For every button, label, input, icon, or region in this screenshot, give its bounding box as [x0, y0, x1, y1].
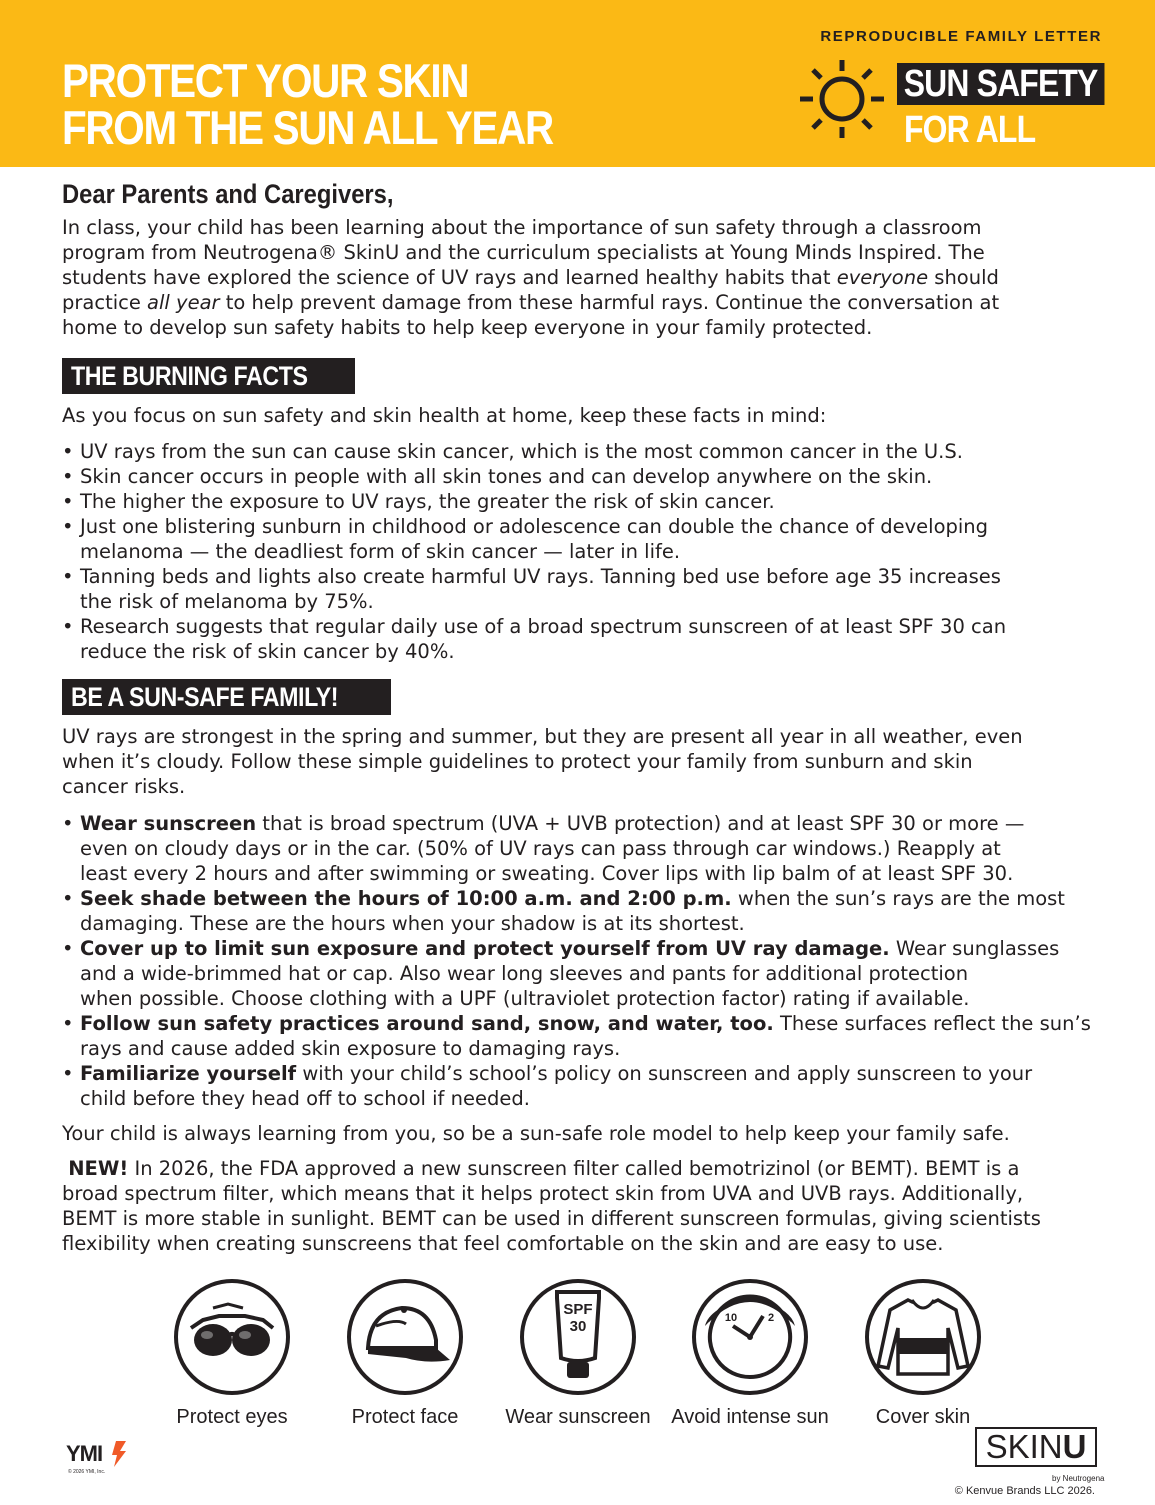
- intro-line: In class, your child has been learning about the importance of sun safety through a classroom: [62, 216, 982, 239]
- sunglasses-icon: [173, 1278, 291, 1396]
- cap-icon: [346, 1278, 464, 1396]
- list-item-first-line: [80, 1011, 1102, 1036]
- tube-text-30: 30: [569, 1318, 587, 1335]
- page-title: [62, 54, 595, 154]
- sunscreen-tube-icon: [519, 1278, 637, 1396]
- list-item-text: child before they head off to school if needed.: [80, 1087, 530, 1110]
- intro-emphasis: all year: [147, 291, 220, 314]
- icon-card-avoid-intense-sun: [670, 1278, 830, 1430]
- section-heading-burning-facts: [62, 358, 355, 394]
- intro-paragraph: [62, 215, 1092, 340]
- list-item-first-line: [80, 811, 1102, 836]
- list-item-text: the risk of melanoma by 75%.: [80, 590, 374, 613]
- list-item-text: when the sun’s rays are the most: [731, 887, 1065, 910]
- new-note-text: In 2026, the FDA approved a new sunscreen filter called bemotrizinol (or BEMT). BEMT is a: [128, 1157, 1020, 1180]
- ymi-logo-text: YMI: [66, 1441, 103, 1466]
- salutation: Dear Parents and Caregivers,: [62, 179, 394, 209]
- icon-label: Wear sunscreen: [505, 1406, 651, 1428]
- list-item: [62, 1011, 1102, 1061]
- list-item-text: • Research suggests that regular daily use of a broad spectrum sunscreen of at least SPF 30 can: [80, 615, 1007, 638]
- list-item: [62, 614, 1102, 664]
- section-heading-sun-safe-family: [62, 679, 391, 715]
- lead-line: cancer risks.: [62, 775, 186, 798]
- ymi-logo: [64, 1437, 134, 1477]
- list-item: [62, 564, 1102, 614]
- guideline-title: Familiarize yourself: [80, 1062, 297, 1085]
- list-item-text: reduce the risk of skin cancer by 40%.: [80, 640, 455, 663]
- title-line-2: FROM THE SUN ALL YEAR: [62, 101, 553, 154]
- eyebrow-label: REPRODUCIBLE FAMILY LETTER: [820, 28, 1102, 45]
- icon-card-protect-face: [325, 1278, 485, 1430]
- list-item-text: • Tanning beds and lights also create harmful UV rays. Tanning bed use before age 35 increases: [80, 565, 1001, 588]
- closing-text: Your child is always learning from you, so be a sun-safe role model to help keep your family safe.: [62, 1122, 1010, 1145]
- lead-text: As you focus on sun safety and skin health at home, keep these facts in mind:: [62, 404, 827, 427]
- list-item: [62, 811, 1102, 886]
- sun-safe-lead: [62, 724, 1092, 799]
- guideline-title: Cover up to limit sun exposure and protect yourself from UV ray damage.: [80, 937, 890, 960]
- clock-label-2: 2: [767, 1312, 775, 1324]
- intro-text: students have explored the science of UV rays and learned healthy habits that: [62, 266, 837, 289]
- closing-line: [62, 1121, 1092, 1146]
- list-item-first-line: [80, 936, 1102, 961]
- list-item: [62, 1061, 1102, 1111]
- list-item: [62, 439, 1102, 464]
- list-item-text: even on cloudy days or in the car. (50% of UV rays can pass through car windows.) Reapply at: [80, 837, 1001, 860]
- list-item-first-line: [80, 886, 1102, 911]
- list-item: [62, 489, 1102, 514]
- sun-icon: [796, 56, 888, 142]
- guideline-title: Follow sun safety practices around sand, snow, and water, too.: [80, 1012, 774, 1035]
- list-item: [62, 886, 1102, 936]
- tube-text-spf: SPF: [563, 1301, 593, 1318]
- guideline-title: Wear sunscreen: [80, 812, 257, 835]
- list-item-text: least every 2 hours and after swimming or sweating. Cover lips with lip balm of at least SPF 30.: [80, 862, 1014, 885]
- intro-text: should: [928, 266, 999, 289]
- list-item-text: melanoma — the deadliest form of skin cancer — later in life.: [80, 540, 681, 563]
- copyright: © Kenvue Brands LLC 2026.: [954, 1485, 1095, 1497]
- burning-facts-list: [62, 439, 1102, 664]
- intro-line: [62, 290, 1092, 315]
- list-item-text: that is broad spectrum (UVA + UVB protection) and at least SPF 30 or more —: [256, 812, 1025, 835]
- icon-label: Cover skin: [875, 1406, 971, 1428]
- intro-text: practice: [62, 291, 148, 314]
- list-item-text: when possible. Choose clothing with a UPF (ultraviolet protection factor) rating if available.: [80, 987, 970, 1010]
- icon-card-wear-sunscreen: [498, 1278, 658, 1430]
- list-item-text: damaging. These are the hours when your shadow is at its shortest.: [80, 912, 745, 935]
- guideline-title: Seek shade between the hours of 10:00 a.m. and 2:00 p.m.: [80, 887, 732, 910]
- title-line-1: PROTECT YOUR SKIN: [62, 54, 469, 107]
- new-note-line: broad spectrum filter, which means that it helps protect skin from UVA and UVB rays. Additionally,: [62, 1182, 1024, 1205]
- list-item-text: These surfaces reflect the sun’s: [773, 1012, 1091, 1035]
- intro-line: home to develop sun safety habits to help keep everyone in your family protected.: [62, 316, 873, 339]
- intro-text: to help prevent damage from these harmful rays. Continue the conversation at: [219, 291, 1000, 314]
- intro-line: [62, 265, 1092, 290]
- badge-for-all: FOR ALL: [904, 109, 1036, 151]
- new-note-line: [62, 1156, 1092, 1181]
- list-item-text: Wear sunglasses: [889, 937, 1060, 960]
- list-item-first-line: [80, 1061, 1102, 1086]
- sun-safe-guidelines-list: [62, 811, 1102, 1111]
- clock-icon: [691, 1278, 809, 1396]
- list-item-text: • The higher the exposure to UV rays, the greater the risk of skin cancer.: [80, 490, 775, 513]
- icon-label: Protect eyes: [176, 1406, 288, 1428]
- new-note-line: BEMT is more stable in sunlight. BEMT can be used in different sunscreen formulas, giving scientists: [62, 1207, 1041, 1230]
- clock-label-10: 10: [724, 1312, 738, 1324]
- list-item-text: • Just one blistering sunburn in childhood or adolescence can double the chance of developing: [80, 515, 989, 538]
- list-item-text: rays and cause added skin exposure to damaging rays.: [80, 1037, 621, 1060]
- list-item-text: and a wide-brimmed hat or cap. Also wear long sleeves and pants for additional protection: [80, 962, 969, 985]
- list-item: [62, 464, 1102, 489]
- heading-text: THE BURNING FACTS: [71, 361, 308, 391]
- lead-line: UV rays are strongest in the spring and summer, but they are present all year in all weather, even: [62, 725, 1023, 748]
- new-note: [62, 1156, 1092, 1256]
- list-item: [62, 936, 1102, 1011]
- icon-label: Avoid intense sun: [671, 1406, 829, 1428]
- new-badge: NEW!: [68, 1157, 129, 1180]
- icon-label: Protect face: [351, 1406, 459, 1428]
- heading-text: BE A SUN-SAFE FAMILY!: [71, 682, 339, 712]
- list-item: [62, 514, 1102, 564]
- lead-line: when it’s cloudy. Follow these simple guidelines to protect your family from sunburn and skin: [62, 750, 973, 773]
- skinu-logo: [975, 1427, 1097, 1467]
- list-item-text: • Skin cancer occurs in people with all skin tones and can develop anywhere on the skin.: [80, 465, 933, 488]
- ymi-copyright: © 2026 YMI, Inc.: [68, 1469, 106, 1475]
- list-item-text: • UV rays from the sun can cause skin cancer, which is the most common cancer in the U.S.: [80, 440, 963, 463]
- long-sleeve-shirt-icon: [864, 1278, 982, 1396]
- icon-card-protect-eyes: [152, 1278, 312, 1430]
- burning-facts-lead: [62, 403, 1092, 428]
- new-note-line: flexibility when creating sunscreens that feel comfortable on the skin and are easy to use.: [62, 1232, 944, 1255]
- skinu-logo-text: SKIN: [985, 1428, 1063, 1465]
- by-neutrogena: by Neutrogena: [1052, 1474, 1105, 1483]
- list-item-text: with your child’s school’s policy on sunscreen and apply sunscreen to your: [296, 1062, 1033, 1085]
- intro-line: program from Neutrogena® SkinU and the curriculum specialists at Young Minds Inspired. The: [62, 241, 985, 264]
- skinu-logo-u: U: [1062, 1428, 1087, 1465]
- intro-emphasis: everyone: [836, 266, 929, 289]
- icon-card-cover-skin: [843, 1278, 1003, 1430]
- badge-sun-safety: SUN SAFETY: [897, 63, 1104, 105]
